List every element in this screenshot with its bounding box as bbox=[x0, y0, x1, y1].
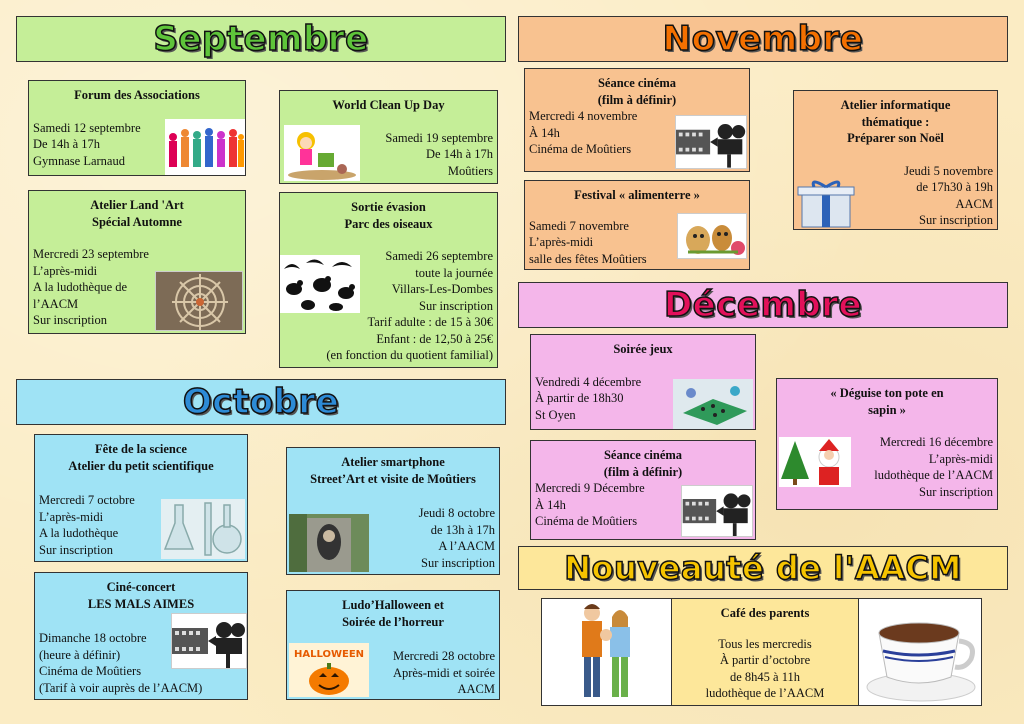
novembre-cinema-title: Séance cinéma bbox=[597, 76, 677, 90]
festival-date: Samedi 7 novembre bbox=[529, 218, 629, 233]
decembre-cinema-title: Séance cinéma bbox=[603, 448, 683, 462]
cineconcert-date: Dimanche 18 octobre bbox=[39, 631, 147, 645]
novembre-cinema-date: Mercredi 4 novembre bbox=[529, 109, 638, 123]
cleanup-card bbox=[279, 90, 498, 184]
jeux-title: Soirée jeux bbox=[613, 342, 673, 356]
smartphone-title: Atelier smartphone bbox=[341, 455, 445, 469]
cafe-title: Café des parents bbox=[720, 606, 810, 620]
halloween-title: Ludo’Halloween et bbox=[342, 598, 444, 612]
novembre-banner bbox=[518, 16, 1008, 62]
deguise-subtitle: sapin » bbox=[868, 402, 906, 417]
science-registration: Sur inscription bbox=[39, 542, 113, 557]
decembre-cinema-card bbox=[530, 440, 756, 540]
decembre-title: Décembre bbox=[663, 285, 863, 325]
sortie-card bbox=[279, 192, 498, 368]
deguise-time: L’après-midi bbox=[928, 451, 993, 466]
halloween-pumpkin-image bbox=[289, 643, 369, 697]
cleanup-date: Samedi 19 septembre bbox=[385, 130, 493, 145]
landart-place-2: l’AACM bbox=[33, 296, 79, 311]
sortie-date: Samedi 26 septembre bbox=[385, 249, 493, 263]
landart-place: A la ludothèque de bbox=[33, 280, 128, 294]
lab-glassware-image bbox=[161, 499, 245, 559]
novembre-cinema-card bbox=[524, 68, 750, 172]
santa-tree-image bbox=[779, 437, 851, 487]
smartphone-registration: Sur inscription bbox=[421, 555, 495, 570]
novembre-cinema-subtitle: (film à définir) bbox=[597, 92, 677, 107]
vegetables-image bbox=[677, 213, 747, 259]
cleanup-place: Moûtiers bbox=[447, 163, 493, 178]
festival-place: salle des fêtes Moûtiers bbox=[529, 251, 647, 266]
cleanup-time: De 14h à 17h bbox=[426, 147, 493, 161]
cafe-start: À partir d’octobre bbox=[719, 653, 811, 667]
sortie-title: Sortie évasion bbox=[351, 200, 426, 214]
novembre-title: Novembre bbox=[662, 19, 864, 59]
informatique-date: Jeudi 5 novembre bbox=[904, 163, 993, 178]
septembre-banner bbox=[16, 16, 506, 62]
halloween-place: AACM bbox=[457, 682, 495, 696]
cafe-time: de 8h45 à 11h bbox=[729, 669, 800, 684]
science-subtitle: Atelier du petit scientifique bbox=[68, 458, 214, 473]
film-projector-icon bbox=[675, 115, 747, 169]
jeux-card bbox=[530, 334, 756, 430]
deguise-registration: Sur inscription bbox=[919, 484, 993, 499]
decembre-cinema-date: Mercredi 9 Décembre bbox=[535, 481, 645, 495]
cineconcert-subtitle: LES MALS AIMES bbox=[87, 596, 195, 611]
sortie-registration: Sur inscription bbox=[419, 298, 493, 313]
cineconcert-place: Cinéma de Moûtiers bbox=[39, 664, 142, 678]
film-projector-icon bbox=[171, 613, 247, 669]
forum-card bbox=[28, 80, 246, 176]
informatique-time: de 17h30 à 19h bbox=[916, 180, 993, 194]
octobre-banner bbox=[16, 379, 506, 425]
sortie-place: Villars-Les-Dombes bbox=[391, 282, 493, 296]
cineconcert-price: (Tarif à voir auprès de l’AACM) bbox=[39, 680, 203, 695]
landart-subtitle: Spécial Automne bbox=[92, 214, 182, 229]
cleanup-image bbox=[284, 125, 360, 181]
cleanup-title: World Clean Up Day bbox=[332, 98, 445, 112]
nouveaute-banner bbox=[518, 546, 1008, 590]
decembre-cinema-time: À 14h bbox=[535, 497, 566, 512]
novembre-cinema-place: Cinéma de Moûtiers bbox=[529, 142, 632, 156]
festival-card bbox=[524, 180, 750, 270]
festival-time: L’après-midi bbox=[529, 235, 594, 249]
film-projector-icon bbox=[681, 485, 753, 537]
gift-box-image bbox=[794, 179, 860, 229]
cineconcert-time: (heure à définir) bbox=[39, 647, 121, 662]
landart-time: L’après-midi bbox=[33, 263, 98, 278]
landart-title: Atelier Land 'Art bbox=[90, 198, 184, 212]
science-card bbox=[34, 434, 248, 562]
cineconcert-card bbox=[34, 572, 248, 700]
sortie-adult-price: Tarif adulte : de 15 à 30€ bbox=[367, 315, 493, 329]
cafe-place: ludothèque de l’AACM bbox=[705, 686, 825, 700]
jeux-place: St Oyen bbox=[535, 407, 576, 422]
landart-registration: Sur inscription bbox=[33, 313, 107, 327]
octobre-title: Octobre bbox=[182, 382, 340, 422]
science-time: L’après-midi bbox=[39, 509, 104, 524]
smartphone-date: Jeudi 8 octobre bbox=[418, 506, 495, 520]
crowd-image bbox=[165, 119, 245, 175]
forum-place: Gymnase Larnaud bbox=[33, 153, 125, 168]
smartphone-time: de 13h à 17h bbox=[430, 522, 495, 537]
informatique-subtitle: thématique : bbox=[861, 114, 930, 129]
deguise-title: « Déguise ton pote en bbox=[830, 386, 944, 400]
sortie-child-price: Enfant : de 12,50 à 25€ bbox=[376, 331, 493, 346]
cafe-frequency: Tous les mercredis bbox=[718, 636, 812, 651]
halloween-date: Mercredi 28 octobre bbox=[392, 649, 495, 663]
halloween-time: Après-midi et soirée bbox=[392, 665, 495, 680]
landart-card bbox=[28, 190, 246, 334]
forum-date: Samedi 12 septembre bbox=[33, 120, 141, 135]
sortie-duration: toute la journée bbox=[415, 265, 493, 280]
sortie-price-note: (en fonction du quotient familial) bbox=[326, 348, 493, 362]
nouveaute-title: Nouveauté de l'AACM bbox=[564, 549, 962, 587]
science-place: A la ludothèque bbox=[39, 526, 119, 540]
informatique-theme: Préparer son Noël bbox=[847, 131, 944, 145]
science-title: Fête de la science bbox=[95, 442, 187, 456]
landart-date: Mercredi 23 septembre bbox=[33, 247, 149, 261]
halloween-subtitle: Soirée de l’horreur bbox=[342, 614, 444, 629]
birds-image bbox=[280, 255, 360, 313]
smartphone-subtitle: Street’Art et visite de Moûtiers bbox=[310, 471, 476, 486]
informatique-title: Atelier informatique bbox=[840, 98, 951, 112]
landart-image bbox=[155, 271, 243, 331]
novembre-cinema-time: À 14h bbox=[529, 125, 560, 140]
cafe-card bbox=[672, 598, 858, 706]
science-date: Mercredi 7 octobre bbox=[39, 493, 135, 507]
sortie-subtitle: Parc des oiseaux bbox=[344, 216, 433, 231]
jeux-date: Vendredi 4 décembre bbox=[535, 374, 642, 389]
decembre-cinema-place: Cinéma de Moûtiers bbox=[535, 514, 638, 528]
board-game-image bbox=[673, 379, 753, 429]
septembre-title: Septembre bbox=[153, 19, 369, 59]
halloween-sign: HALLOWEEN bbox=[293, 649, 365, 660]
street-art-image bbox=[289, 514, 369, 572]
decembre-cinema-subtitle: (film à définir) bbox=[603, 464, 683, 479]
parents-image bbox=[541, 598, 672, 706]
informatique-registration: Sur inscription bbox=[919, 213, 993, 227]
deguise-date: Mercredi 16 décembre bbox=[879, 435, 993, 449]
cineconcert-title: Ciné-concert bbox=[106, 580, 176, 594]
smartphone-card bbox=[286, 447, 500, 575]
coffee-cup-image bbox=[858, 598, 982, 706]
informatique-place: AACM bbox=[955, 196, 993, 211]
festival-title: Festival « alimenterre » bbox=[574, 188, 700, 202]
smartphone-place: A l’AACM bbox=[438, 539, 495, 553]
deguise-place: ludothèque de l’AACM bbox=[874, 468, 993, 482]
halloween-card bbox=[286, 590, 500, 700]
forum-title: Forum des Associations bbox=[74, 88, 200, 102]
jeux-time: À partir de 18h30 bbox=[535, 391, 624, 405]
decembre-banner bbox=[518, 282, 1008, 328]
informatique-card bbox=[793, 90, 998, 230]
forum-time: De 14h à 17h bbox=[33, 137, 100, 151]
deguise-card bbox=[776, 378, 998, 510]
